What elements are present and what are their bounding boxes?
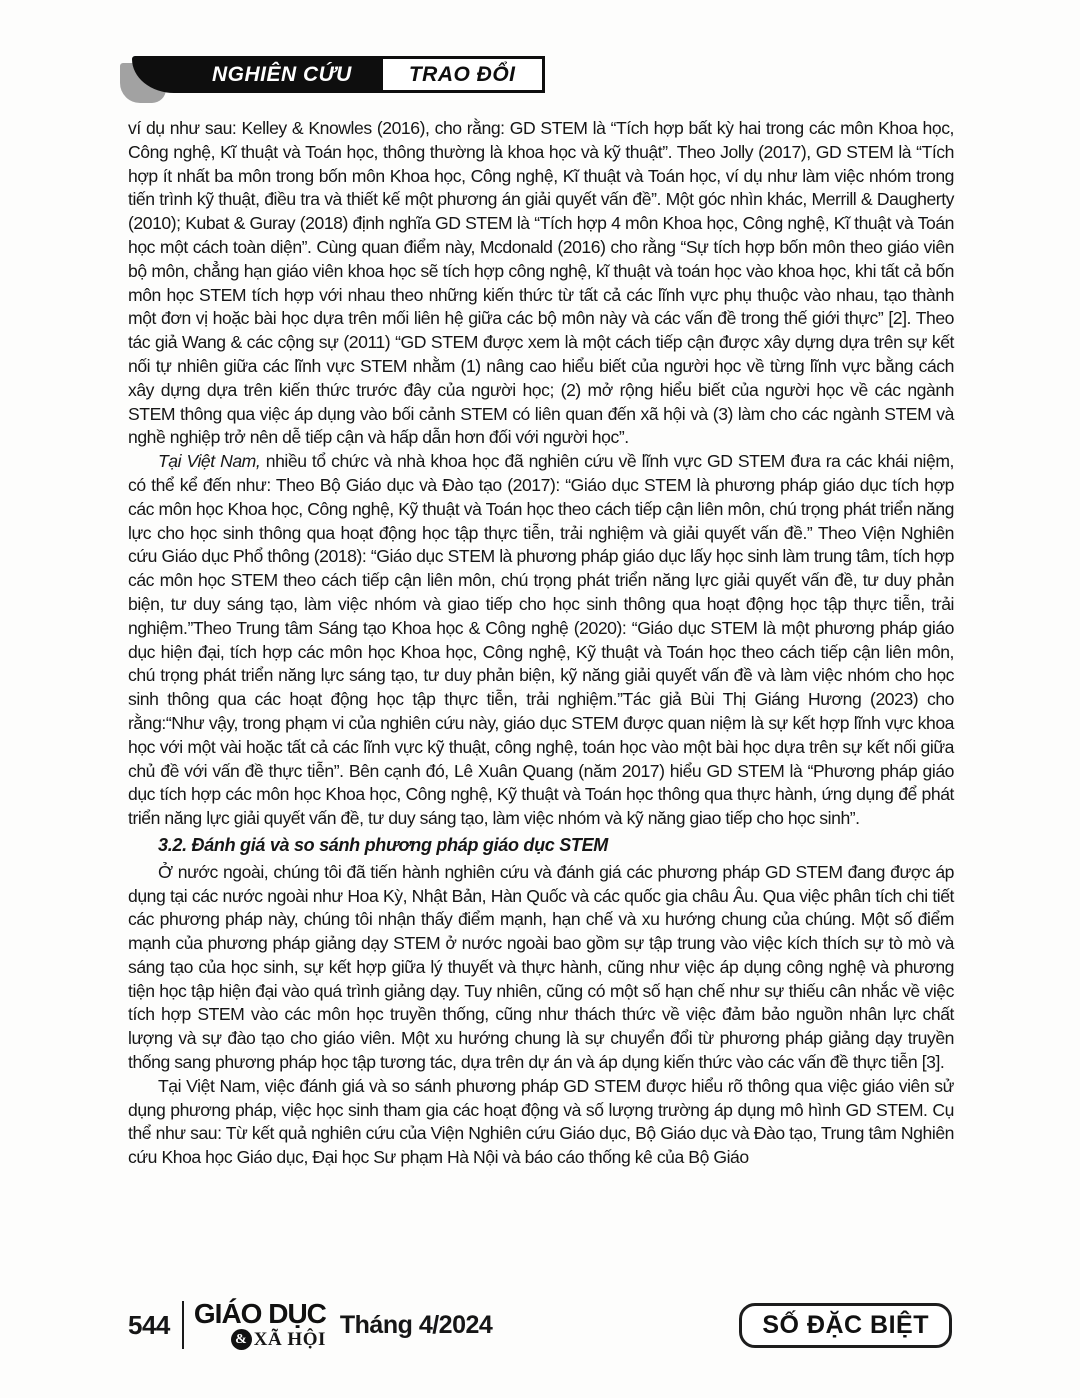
journal-logo [194, 1300, 326, 1350]
special-issue-badge [739, 1303, 952, 1348]
ampersand-icon [231, 1329, 252, 1350]
paragraph-1: ví dụ như sau: Kelley & Knowles (2016), cho rằng: GD STEM là “Tích hợp bất kỳ hai trong các môn Khoa học, Công nghệ, Kĩ thuật và Toán học, thông thường là khoa học và kỹ thuật”. Theo Jolly (2017), GD STEM là “Tích hợp ít nhất ba môn trong bốn môn Khoa học, Công nghệ, Kĩ thuật và Toán học, ví dụ như làm việc nhóm trong tiến trình kỹ thuật, điều tra và thiết kế một phương án giải quyết vấn đề”. Một góc nhìn khác, Merrill & Daugherty (2010); Kubat & Guray (2018) định nghĩa GD STEM là “Tích hợp 4 môn Khoa học, Công nghệ, Kĩ thuật và Toán học một cách toàn diện”. Cùng quan điểm này, Mcdonald (2016) cho rằng “Sự tích hợp bốn môn theo giáo viên bộ môn, chẳng hạn giáo viên khoa học sẽ tích hợp công nghệ, kĩ thuật và toán học vào khoa học, khi tất cả bốn môn học STEM tích hợp với nhau theo những kiến thức từ tất cả các lĩnh vực phụ thuộc vào nhau, tạo thành một đơn vị hoặc bài học dựa trên mối liên hệ giữa các bộ môn này và các vấn đề trong thế giới thực” [2]. Theo tác giả Wang & các cộng sự (2011) “GD STEM được xem là một cách tiếp cận được xây dựng dựa trên sự kết nối tự nhiên giữa các lĩnh vực STEM nhằm (1) nâng cao hiểu biết của người học về từng lĩnh vực bằng cách xây dựng dựa trên kiến thức trước đây của người học; (2) mở rộng hiểu biết của người học về các ngành STEM thông qua việc áp dụng vào bối cảnh STEM có liên quan đến xã hội và (3) làm cho các ngành STEM và nghề nghiệp trở nên dễ tiếp cận và hấp dẫn hơn đối với người học”. [128, 118, 954, 448]
footer-left-group [128, 1300, 492, 1350]
journal-logo-subtitle-text: XÃ HỘI [253, 1329, 326, 1350]
paragraph-2-body: nhiều tổ chức và nhà khoa học đã nghiên cứu về lĩnh vực GD STEM đưa ra các khái niệm, có thể kể đến như: Theo Bộ Giáo dục và Đào tạo (2017): “Giáo dục STEM là phương pháp giáo dục tích hợp các môn học Khoa học, Công nghệ, Kỹ thuật và Toán học theo cách tiếp cận liên môn, chú trọng phát triển năng lực cho học sinh thông qua hoạt động học tập thực tiễn, trải nghiệm và giải quyết vấn đề.” Theo Viện Nghiên cứu Giáo dục Phổ thông (2018): “Giáo dục STEM là phương pháp giáo dục lấy học sinh làm trung tâm, tích hợp các môn học STEM theo cách tiếp cận liên môn, chú trọng phát triển năng lực giải quyết vấn đề, tư duy phản biện, tư duy sáng tạo, làm việc nhóm và giao tiếp cho học sinh thông qua hoạt động học tập thực tiễn, trải nghiệm.”Theo Trung tâm Sáng tạo Khoa học & Công nghệ (2020): “Giáo dục STEM là một phương pháp giáo dục hiện đại, tích hợp các môn học Khoa học, Công nghệ, Kỹ thuật và Toán học theo cách tiếp cận liên môn, chú trọng phát triển năng lực sáng tạo, tư duy phản biện, kỹ năng giải quyết vấn đề và làm việc nhóm cho học sinh thông qua các hoạt động học tập thực tiễn, trải nghiệm.”Tác giả Bùi Thị Giáng Hương (2023) cho rằng:“Như vậy, trong phạm vi của nghiên cứu này, giáo dục STEM được quan niệm là sự kết hợp lĩnh vực khoa học với một vài hoặc tất cả các lĩnh vực kỹ thuật, công nghệ, toán học vào một bài học dựa trên sự kết nối giữa chủ đề với vấn đề thực tiễn”. Bên cạnh đó, Lê Xuân Quang (năm 2017) hiểu GD STEM là “Phương pháp giáo dục tích hợp các môn học Khoa học, Công nghệ, Kỹ thuật và Toán học thông qua thực hành, ứng dụng để phát triển năng lực giải quyết vấn đề, tư duy sáng tạo, làm việc nhóm và kỹ năng giao tiếp cho học sinh”. [128, 451, 954, 829]
paragraph-4: Tại Việt Nam, việc đánh giá và so sánh phương pháp GD STEM được hiểu rõ thông qua việc giáo viên sử dụng phương pháp, việc học sinh tham gia các hoạt động và số lượng trường áp dụng mô hình GD STEM. Cụ thể như sau: Từ kết quả nghiên cứu của Viện Nghiên cứu Giáo dục, Bộ Giáo dục và Đào tạo, Trung tâm Nghiên cứu Khoa học Giáo dục, Đại học Sư phạm Hà Nội và báo cáo thống kê của Bộ Giáo [128, 1075, 954, 1168]
subsection-ribbon-label: TRAO ĐỔI [408, 62, 516, 86]
section-ribbon-label: NGHIÊN CỨU [212, 62, 352, 86]
header-ribbon [132, 56, 545, 93]
special-issue-badge-label: SỐ ĐẶC BIỆT [762, 1310, 929, 1339]
footer-divider [182, 1301, 184, 1349]
section-heading-3-2: 3.2. Đánh giá và so sánh phương pháp giáo dục STEM [158, 834, 608, 855]
paragraph-3: Ở nước ngoài, chúng tôi đã tiến hành nghiên cứu và đánh giá các phương pháp GD STEM đang được áp dụng tại các nước ngoài như Hoa Kỳ, Nhật Bản, Hàn Quốc và các quốc gia châu Âu. Qua việc phân tích chi tiết các phương pháp này, chúng tôi nhận thấy điểm mạnh, hạn chế và xu hướng chung của chúng. Một số điểm mạnh của phương pháp giảng dạy STEM ở nước ngoài bao gồm sự tập trung vào việc kích thích sự tò mò và sáng tạo của học sinh, sự kết hợp giữa lý thuyết và thực hành, cũng như việc áp dụng công nghệ và phương tiện học tập hiện đại vào quá trình giảng dạy. Tuy nhiên, cũng có một số hạn chế như sự thiếu cân nhắc về việc tích hợp STEM vào các môn học truyền thống, cũng như thách thức về việc đảm bảo nguồn nhân lực chất lượng và sự đào tạo cho giáo viên. Một xu hướng chung là sự chuyển đổi từ phương pháp giảng dạy truyền thống sang phương pháp học tập tương tác, dựa trên dự án và áp dụng kiến thức vào các vấn đề thực tiễn [3]. [128, 861, 954, 1073]
ampersand-glyph: & [235, 1331, 248, 1347]
article-body [128, 117, 954, 1170]
paragraph-2 [128, 450, 954, 831]
journal-logo-subtitle [194, 1329, 326, 1350]
section-ribbon-black [132, 56, 380, 93]
section-ribbon-white [380, 56, 545, 93]
page-footer [128, 1300, 952, 1350]
issue-date: Tháng 4/2024 [339, 1310, 493, 1339]
journal-logo-title: GIÁO DỤC [193, 1298, 326, 1329]
paragraph-2-italic-lead: Tại Việt Nam, [158, 451, 261, 472]
page-number: 544 [128, 1309, 170, 1340]
